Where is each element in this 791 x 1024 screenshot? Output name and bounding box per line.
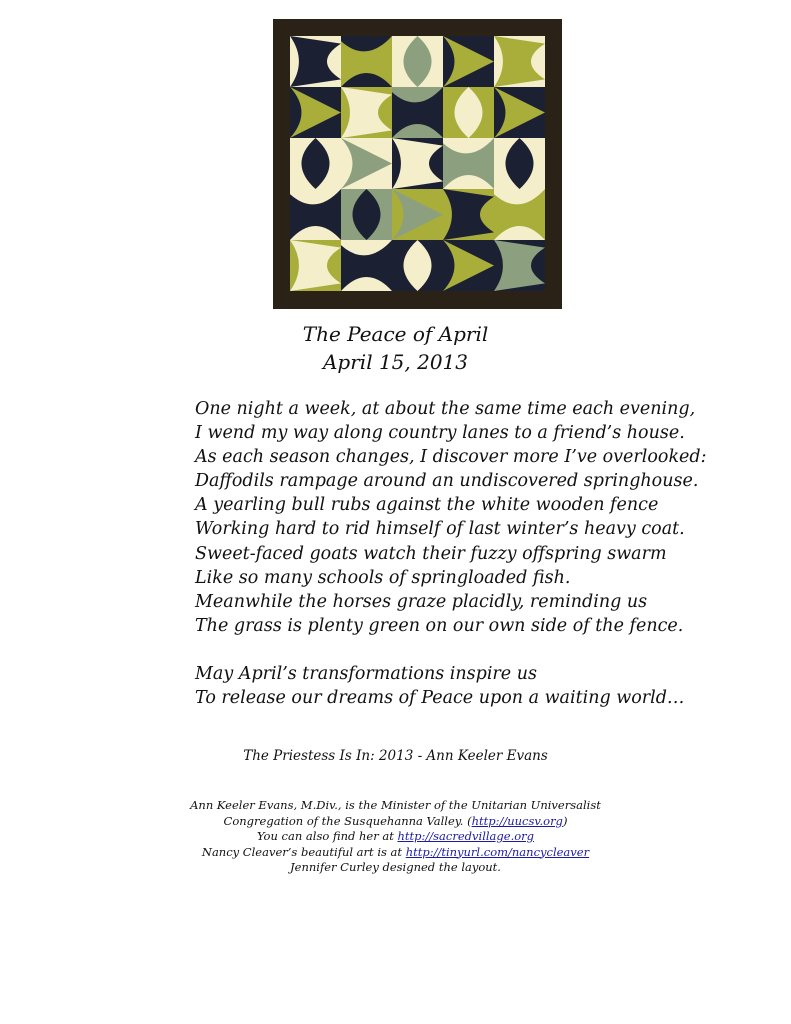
poem-line: Daffodils rampage around an undiscovered springhouse. xyxy=(195,471,699,492)
poem-line: Sweet-faced goats watch their fuzzy offspring swarm xyxy=(195,543,667,564)
signature: The Priestess Is In: 2013 - Ann Keeler Evans xyxy=(243,748,548,764)
credits-text: Nancy Cleaver’s beautiful art is at xyxy=(201,844,406,859)
poem-line: Working hard to rid himself of last winter’s heavy coat. xyxy=(195,519,685,540)
credits-text: Congregation of the Susquehanna Valley. ( xyxy=(223,813,472,828)
poem-line: Meanwhile the horses graze placidly, reminding us xyxy=(195,591,648,612)
poem-date: April 15, 2013 xyxy=(322,350,469,374)
quilt-pattern xyxy=(290,36,545,291)
credits-line-4 xyxy=(0,845,791,861)
stanza-2 xyxy=(195,662,775,710)
sacredvillage-link[interactable]: http://sacredvillage.org xyxy=(397,829,535,843)
credits-text: ) xyxy=(562,813,568,828)
quilt-artwork xyxy=(273,19,562,309)
credits-line-3 xyxy=(0,829,791,845)
credits-line-5: Jennifer Curley designed the layout. xyxy=(290,860,501,874)
poem-line: One night a week, at about the same time each evening, xyxy=(195,399,696,419)
poem-title: The Peace of April xyxy=(302,322,489,346)
poem-line: May April’s transformations inspire us xyxy=(195,663,537,684)
poem-line: A yearling bull rubs against the white wooden fence xyxy=(195,495,659,516)
nancycleaver-link[interactable]: http://tinyurl.com/nancycleaver xyxy=(405,844,590,859)
credits-text: You can also find her at xyxy=(256,829,398,843)
poem-line: To release our dreams of Peace upon a waiting world… xyxy=(195,688,685,709)
poem-line: The grass is plenty green on our own side of the fence. xyxy=(195,615,684,636)
poem-line: Like so many schools of springloaded fish. xyxy=(195,567,571,588)
credits xyxy=(0,798,791,876)
poem-body xyxy=(195,397,775,734)
credits-line-1: Ann Keeler Evans, M.Div., is the Minister of the Unitarian Universalist xyxy=(190,798,601,812)
uucsv-link[interactable]: http://uucsv.org xyxy=(471,813,563,828)
poem-line: I wend my way along country lanes to a friend’s house. xyxy=(195,423,685,444)
poem-line: As each season changes, I discover more I’ve overlooked: xyxy=(195,447,707,468)
stanza-1 xyxy=(195,397,775,638)
credits-line-2 xyxy=(0,814,791,830)
